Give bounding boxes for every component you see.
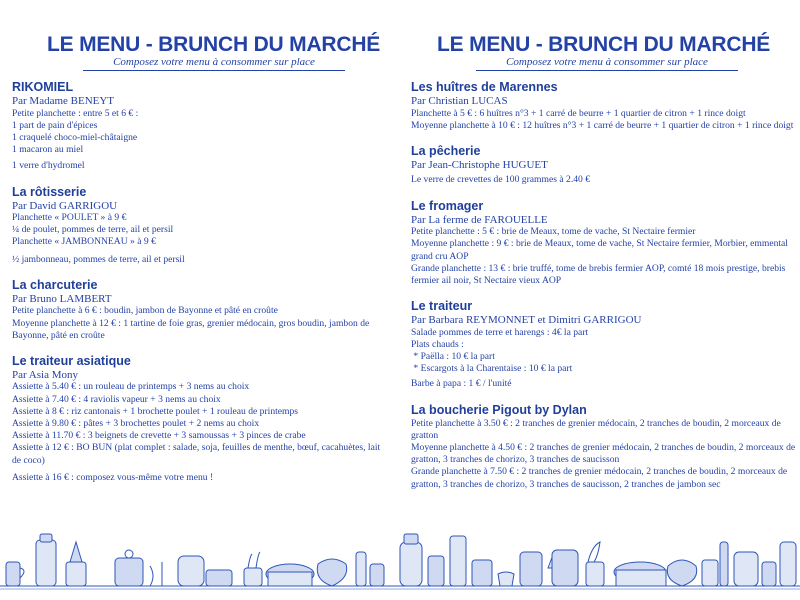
menu-line: ½ jambonneau, pommes de terre, ail et persil	[12, 253, 185, 265]
menu-line: Assiette à 7.40 € : 4 raviolis vapeur + 3 nems au choix	[12, 393, 221, 405]
menu-line: Barbe à papa : 1 € / l'unité	[411, 378, 512, 390]
menu-line: Assiette à 8 € : riz cantonais + 1 brochette poulet + 1 rouleau de printemps	[12, 405, 299, 417]
menu-subtitle: Composez votre menu à consommer sur place	[476, 56, 738, 71]
menu-line: Salade pommes de terre et harengs : 4€ la part	[411, 326, 589, 338]
section-fromager	[411, 199, 800, 288]
menu-line: Assiette à 16 € : composez vous-même votre menu !	[12, 471, 214, 483]
section-traiteur-asiatique	[12, 354, 400, 484]
vendor-name: Par Jean-Christophe HUGUET	[411, 158, 548, 171]
menu-line: ¼ de poulet, pommes de terre, ail et persil	[12, 224, 174, 236]
menu-line: Petite planchette : entre 5 et 6 € :	[12, 107, 139, 119]
vendor-name: Par Asia Mony	[12, 368, 78, 381]
menu-line: Assiette à 11.70 € : 3 beignets de crevette + 3 samoussas + 3 pinces de crabe	[12, 430, 306, 442]
section-heading: La charcuterie	[12, 277, 98, 292]
menu-line: Grande planchette à 7.50 € : 2 tranches de grenier médocain, 2 tranches de boudin, 2 morceaux de gratton, 3 tranches de chorizo, 3 tranches de saucisson, 2 tranches de jambon sec	[411, 466, 788, 490]
menu-subtitle: Composez votre menu à consommer sur place	[83, 56, 345, 71]
menu-line: Petite planchette : 5 € : brie de Meaux, tome de vache, St Nectaire fermier	[411, 226, 696, 238]
menu-line: * Paëlla : 10 € la part	[411, 351, 495, 363]
section-heading: RIKOMIEL	[12, 80, 74, 94]
menu-line: Moyenne planchette à 4.50 € : 2 tranches de grenier médocain, 2 tranches de boudin, 2 morceaux de gratton, 3 tranches de chorizo, 3 tranches de saucisson	[411, 442, 796, 466]
menu-line: Petite planchette à 3.50 € : 2 tranches de grenier médocain, 2 tranches de boudin, 2 morceaux de gratton	[411, 417, 781, 441]
menu-line: Planchette « JAMBONNEAU » à 9 €	[12, 236, 156, 248]
menu-line: 1 part de pain d'épices	[12, 119, 98, 131]
menu-line: Planchette « POULET » à 9 €	[12, 212, 127, 224]
section-heading: La rôtisserie	[12, 184, 87, 199]
vendor-name: Par David GARRIGOU	[12, 199, 118, 212]
vendor-name: Par Barbara REYMONNET et Dimitri GARRIGOU	[411, 314, 642, 327]
section-rotisserie	[12, 185, 400, 266]
vendor-name: Par Madame BENEYT	[12, 95, 115, 107]
section-charcuterie	[12, 278, 400, 342]
section-heading: Le fromager	[411, 198, 484, 213]
menu-line: Moyenne planchette à 12 € : 1 tartine de foie gras, grenier médocain, gros boudin, jambon de Bayonne, pâté en croûte	[12, 317, 370, 341]
menu-line: Assiette à 12 € : BO BUN (plat complet : salade, soja, feuilles de menthe, bœuf, cacahuètes, lait de coco)	[12, 442, 381, 466]
section-traiteur	[411, 299, 800, 391]
left-menu-column	[0, 0, 400, 484]
menu-line: Moyenne planchette : 9 € : brie de Meaux, tome de vache, St Nectaire fermier, Morbier, emmental grand cru AOP	[411, 238, 788, 262]
section-heading: Le traiteur	[411, 299, 473, 314]
menu-title: LE MENU - BRUNCH DU MARCHÉ	[47, 33, 381, 56]
right-menu-column	[408, 0, 800, 491]
section-heading: Les huîtres de Marennes	[411, 80, 558, 94]
menu-line: 1 macaron au miel	[12, 144, 84, 156]
kitchenware-illustration	[0, 512, 800, 600]
section-heading: La boucherie Pigout by Dylan	[411, 402, 587, 417]
section-huitres	[411, 80, 800, 132]
menu-line: Grande planchette : 13 € : brie truffé, tome de brebis fermier AOP, comté 18 mois prestige, brebis fermier ail noir, St Nectaire vieux AOP	[411, 262, 786, 286]
menu-line: Assiette à 5.40 € : un rouleau de printemps + 3 nems au choix	[12, 381, 250, 393]
menu-line: * Escargots à la Charentaise : 10 € la part	[411, 363, 573, 375]
section-rikomiel	[12, 80, 400, 173]
vendor-name: Par Christian LUCAS	[411, 95, 508, 107]
menu-line: Petite planchette à 6 € : boudin, jambon de Bayonne et pâté en croûte	[12, 305, 278, 317]
menu-title: LE MENU - BRUNCH DU MARCHÉ	[437, 33, 771, 56]
menu-line: 1 craquelé choco-miel-châtaigne	[12, 131, 138, 143]
menu-line: Le verre de crevettes de 100 grammes à 2.40 €	[411, 174, 591, 186]
section-heading: La pêcherie	[411, 143, 481, 158]
vendor-name: Par La ferme de FAROUELLE	[411, 213, 548, 226]
section-heading: Le traiteur asiatique	[12, 353, 131, 368]
section-pecherie	[411, 144, 800, 187]
menu-line: Moyenne planchette à 10 € : 12 huîtres n°3 + 1 carré de beurre + 1 quartier de citron + 1 rince doigt	[411, 119, 794, 131]
menu-line: Plats chauds :	[411, 338, 464, 350]
menu-line: Planchette à 5 € : 6 huîtres n°3 + 1 carré de beurre + 1 quartier de citron + 1 rince doigt	[411, 107, 746, 119]
section-boucherie	[411, 403, 800, 491]
vendor-name: Par Bruno LAMBERT	[12, 292, 112, 305]
menu-line: 1 verre d'hydromel	[12, 160, 85, 172]
menu-line: Assiette à 9.80 € : pâtes + 3 brochettes poulet + 2 nems au choix	[12, 418, 260, 430]
